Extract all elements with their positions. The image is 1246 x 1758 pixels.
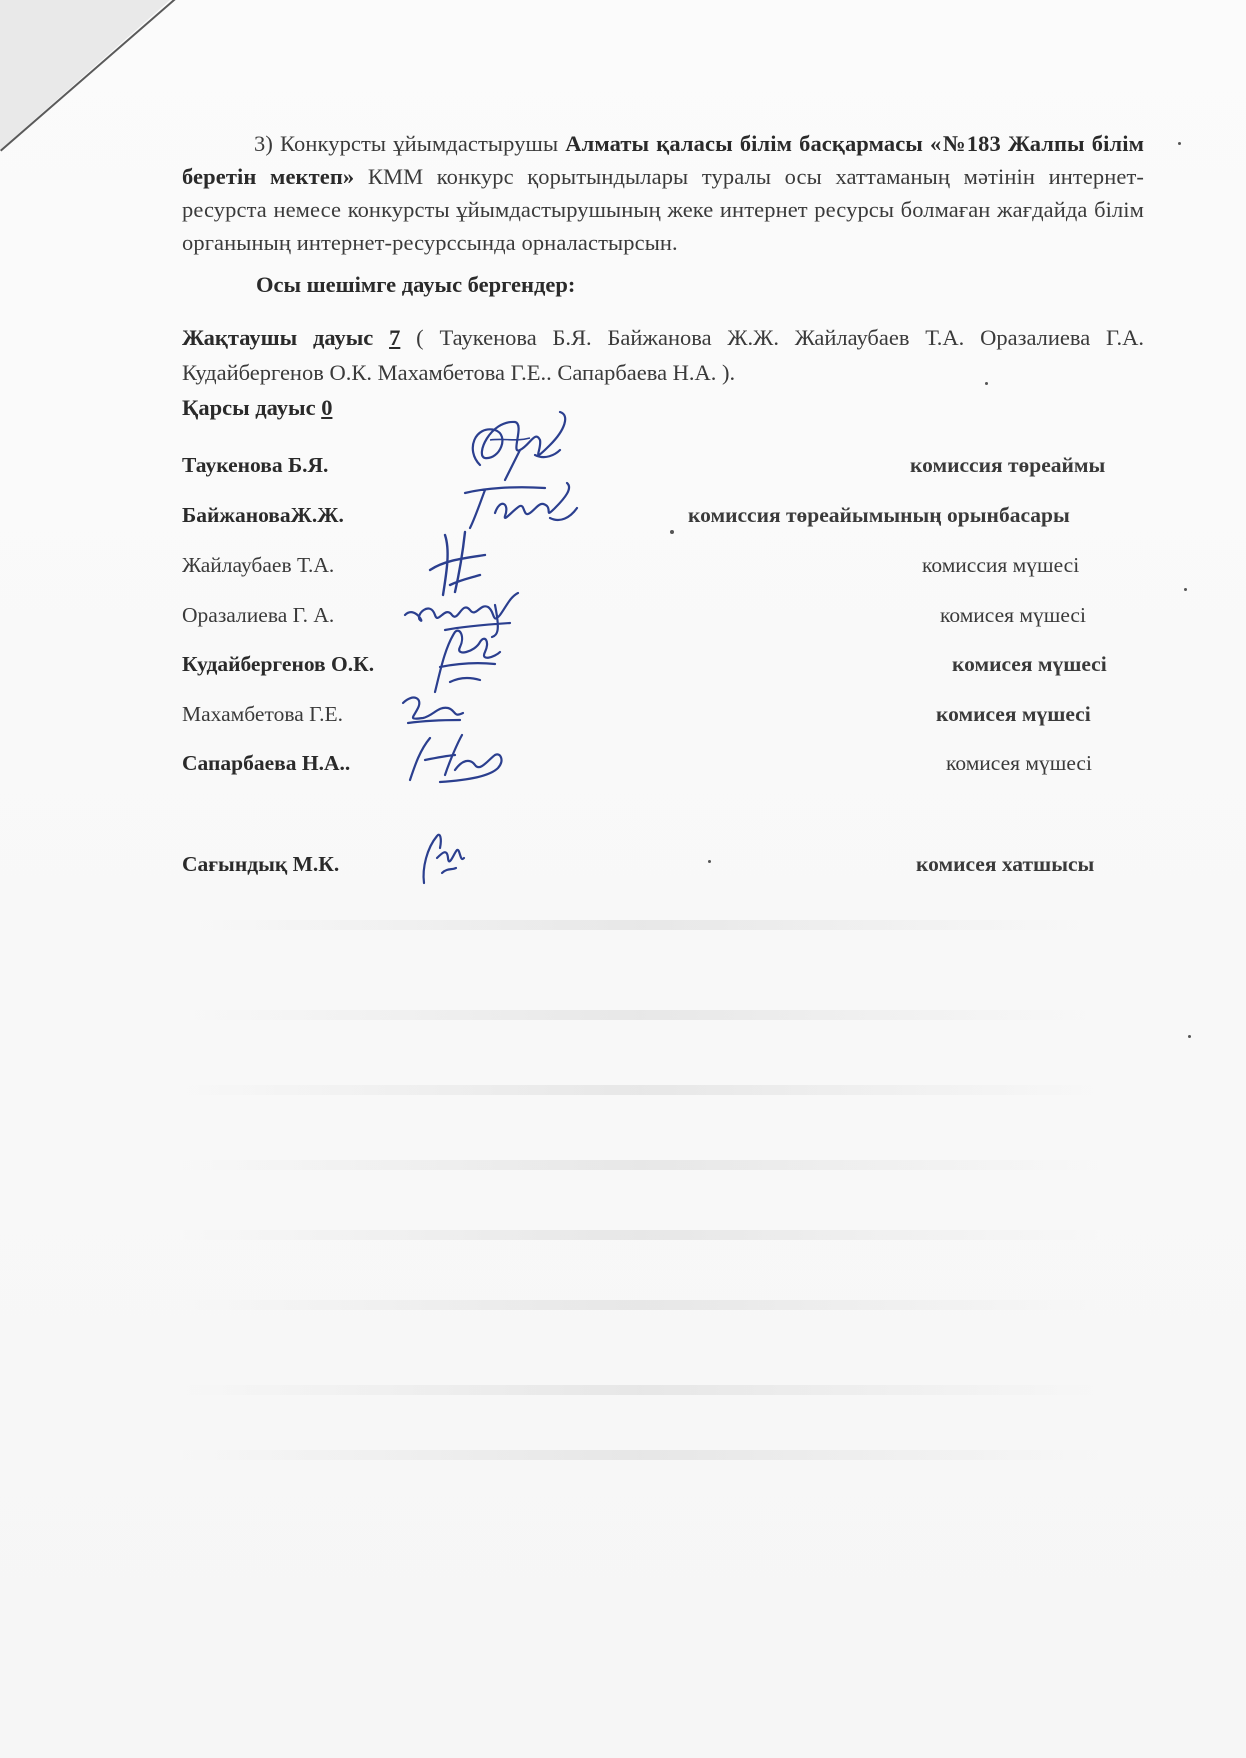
- bleed-through: [180, 1160, 1100, 1170]
- signatory-name: Жайлаубаев Т.А.: [182, 553, 335, 577]
- scan-speck: [1178, 142, 1181, 145]
- votes-against-count: 0: [321, 395, 333, 420]
- signature-makhambetova: [398, 688, 468, 733]
- scan-speck: [1184, 588, 1187, 591]
- bleed-through: [180, 1230, 1100, 1240]
- paragraph-3-organization: Алматы қаласы білім басқармасы «№183 Жалпы білім беретін мектеп»: [182, 131, 1145, 189]
- signatory-role: комиссия мүшесі: [922, 553, 1080, 577]
- paragraph-3-lead: 3) Конкурсты ұйымдастырушы: [254, 131, 559, 156]
- signatory-name: Сағындық М.К.: [182, 852, 340, 876]
- scan-speck: [985, 382, 988, 385]
- signatory-name: Кудайбергенов О.К.: [182, 652, 375, 676]
- votes-against-line: [182, 395, 332, 421]
- signatory-name: Таукенова Б.Я.: [182, 453, 329, 477]
- votes-for-count: 7: [389, 325, 401, 350]
- signatory-role: комисея мүшесі: [940, 603, 1086, 627]
- signatory-role: комисея мүшесі: [946, 751, 1092, 775]
- signatory-name: Махамбетова Г.Е.: [182, 702, 344, 726]
- votes-for-line: [182, 320, 1144, 390]
- bleed-through: [180, 920, 1100, 930]
- scan-speck: [670, 530, 674, 534]
- signatory-role: комисея мүшесі: [936, 702, 1091, 726]
- paragraph-3: [182, 127, 1144, 259]
- scan-speck: [1188, 1035, 1191, 1038]
- signatory-role: комиссия төреайымының орынбасары: [688, 503, 1070, 527]
- bleed-through: [180, 1085, 1100, 1095]
- scan-speck: [708, 860, 711, 863]
- signatory-role: комисея хатшысы: [916, 852, 1095, 876]
- signatory-role: комиссия төреаймы: [910, 453, 1106, 477]
- bleed-through: [180, 1010, 1100, 1020]
- signature-saparbaeva: [400, 730, 510, 795]
- signatory-name: Оразалиева Г. А.: [182, 603, 335, 627]
- bleed-through: [180, 1450, 1100, 1460]
- signature-sagyndyk: [412, 828, 472, 893]
- bleed-through: [180, 1385, 1100, 1395]
- signatory-name: БайжановаЖ.Ж.: [182, 503, 344, 527]
- votes-against-label: Қарсы дауыс: [182, 395, 316, 420]
- paragraph-3-body: КММ конкурс қорытындылары туралы осы хаттаманың мәтінін интернет-ресурста немесе конкурсты ұйымдастырушының жеке интернет ресурсы болмаған жағдайда білім органының интернет-ресурссында орналастырсын.: [182, 164, 1144, 255]
- votes-heading: Осы шешімге дауыс бергендер:: [256, 272, 576, 297]
- votes-for-names: ( Таукенова Б.Я. Байжанова Ж.Ж. Жайлаубаев Т.А. Оразалиева Г.А. Кудайбергенов О.К. Махамбетова Г.Е.. Сапарбаева Н.А. ).: [182, 325, 1144, 385]
- bleed-through: [180, 1300, 1100, 1310]
- signatory-role: комисея мүшесі: [952, 652, 1107, 676]
- signatory-name: Сапарбаева Н.А..: [182, 751, 351, 775]
- votes-for-label: Жақтаушы дауыс: [182, 325, 374, 350]
